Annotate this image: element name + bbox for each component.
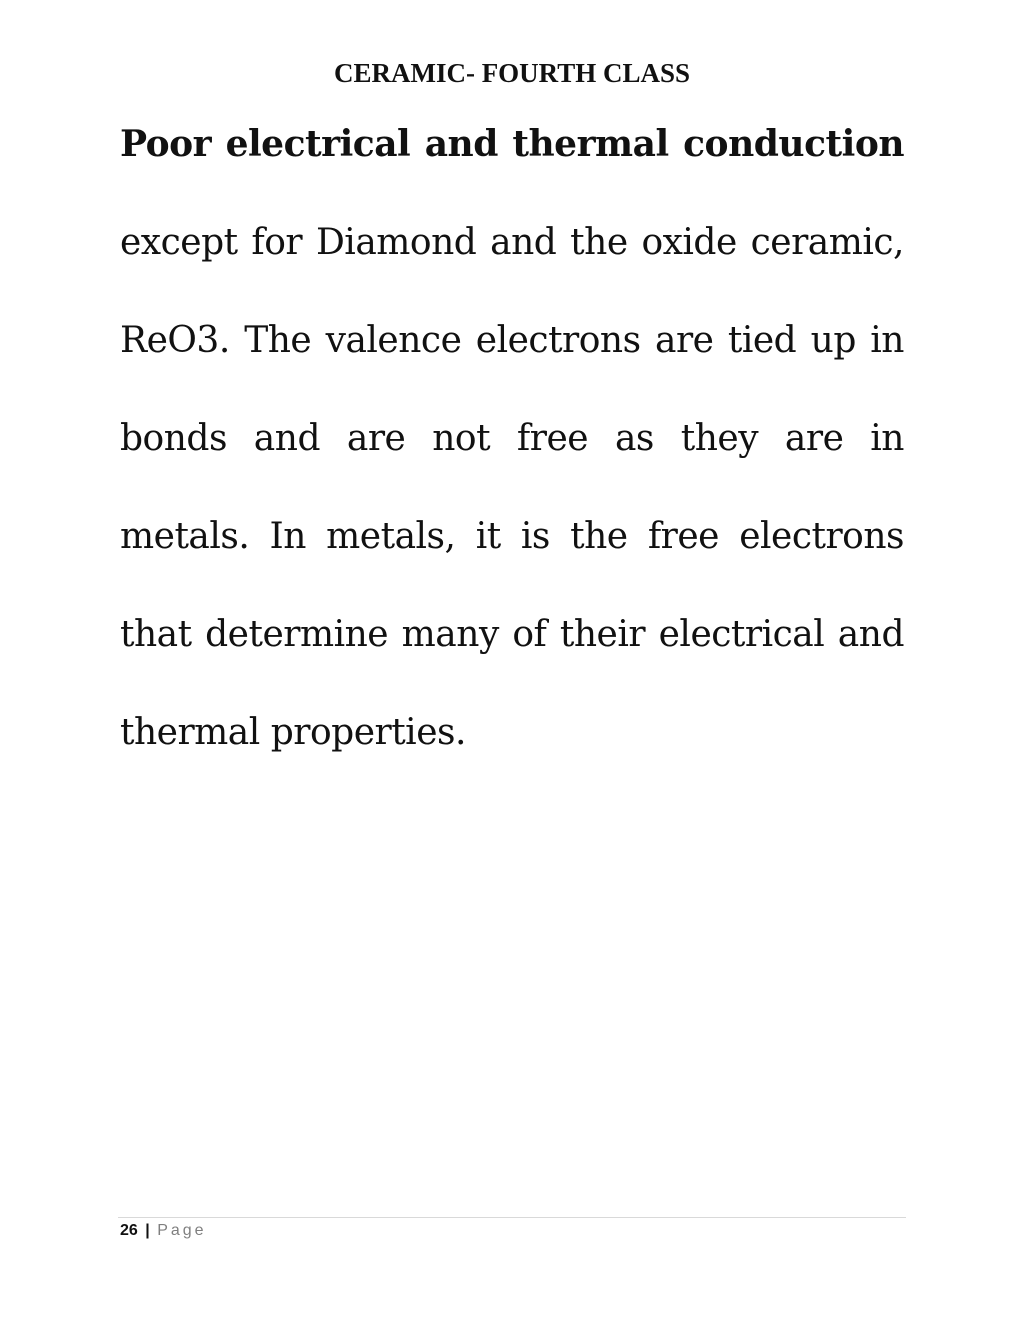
page-header-title: CERAMIC- FOURTH CLASS (333, 58, 691, 88)
page-number: 26 (120, 1222, 138, 1239)
footer-divider (118, 1217, 906, 1218)
page-footer (120, 1222, 207, 1240)
paragraph-text: except for Diamond and the oxide ceramic, ReO3. The valence electrons are tied up in bonds and are not free as they are in metals. In metals, it is the free electrons that determine many of their electrical and thermal properties. (120, 222, 904, 753)
page-label: Page (157, 1222, 207, 1239)
body-paragraph (120, 95, 904, 782)
footer-separator: | (145, 1222, 150, 1239)
lead-phrase: Poor electrical and thermal conduction (120, 123, 904, 165)
